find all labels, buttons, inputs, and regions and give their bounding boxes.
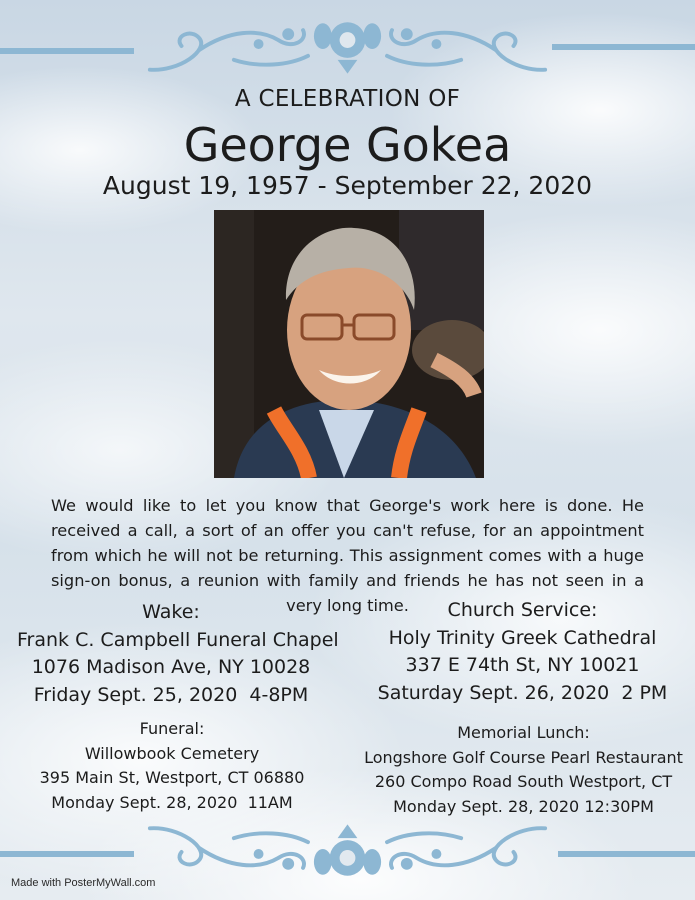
church-service-address: 337 E 74th St, NY 10021 [405, 654, 640, 676]
celebration-overline: A CELEBRATION OF [234, 86, 461, 112]
memorial-lunch-venue: Longshore Golf Course Pearl Restaurant [364, 747, 683, 767]
funeral-address: 395 Main St, Westport, CT 06880 [39, 768, 305, 788]
wake-venue: Frank C. Campbell Funeral Chapel [17, 628, 339, 651]
funeral-venue: Willowbook Cemetery [84, 743, 260, 763]
church-service-label: Church Service: [447, 599, 598, 621]
wake-label: Wake: [142, 601, 200, 623]
bottom-left-rule [0, 851, 134, 857]
life-dates: August 19, 1957 - September 22, 2020 [102, 171, 593, 200]
church-service-section [370, 597, 675, 707]
funeral-time: Monday Sept. 28, 2020 11AM [51, 792, 293, 812]
memorial-lunch-time: Monday Sept. 28, 2020 12:30PM [393, 796, 654, 816]
portrait-photo [214, 210, 484, 478]
top-left-rule [0, 48, 134, 54]
bottom-right-rule [558, 851, 695, 857]
wake-time: Friday Sept. 25, 2020 4-8PM [33, 683, 309, 706]
funeral-label: Funeral: [139, 719, 205, 738]
top-flourish-icon [140, 10, 555, 80]
funeral-section [22, 717, 322, 815]
memorial-message: We would like to let you know that George's work here is done. He received a call, a sort of an offer you can't refuse, for an appointment from which he will not be returning. This assignment comes with a huge sign-on bonus, a reunion with family and friends he has not seen in a very long time. [51, 496, 644, 615]
church-service-time: Saturday Sept. 26, 2020 2 PM [377, 681, 668, 704]
church-service-venue: Holy Trinity Greek Cathedral [388, 626, 657, 649]
bottom-flourish-icon [140, 818, 555, 888]
top-right-rule [552, 44, 695, 50]
memorial-lunch-address: 260 Compo Road South Westport, CT [374, 772, 673, 792]
wake-address: 1076 Madison Ave, NY 10028 [31, 656, 311, 678]
wake-section [17, 599, 339, 709]
poster-credit: Made with PosterMyWall.com [11, 877, 156, 889]
memorial-lunch-section [362, 721, 685, 819]
deceased-name: George Gokea [183, 118, 512, 172]
memorial-lunch-label: Memorial Lunch: [457, 723, 590, 742]
